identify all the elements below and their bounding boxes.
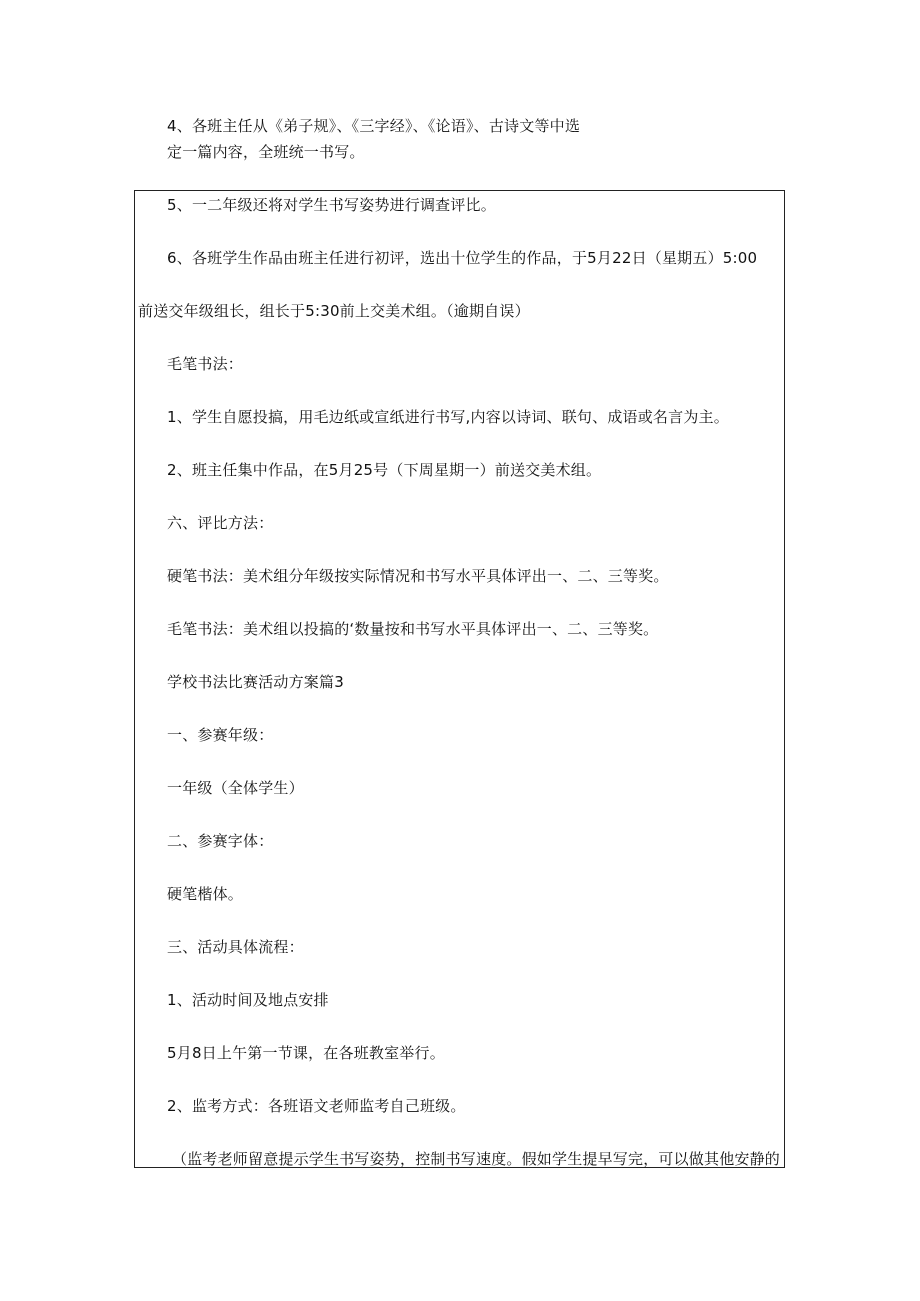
paragraph-line: 6、各班学生作品由班主任进行初评，选出十位学生的作品，于5月22日（星期五）5:00 bbox=[167, 249, 758, 267]
paragraph-line: 硬笔书法：美术组分年级按实际情况和书写水平具体评出一、二、三等奖。 bbox=[167, 567, 669, 585]
section-heading: 毛笔书法： bbox=[167, 355, 244, 373]
section-heading: 三、活动具体流程： bbox=[167, 938, 304, 956]
paragraph-line: 毛笔书法：美术组以投搞的‘数量按和书写水平具体评出一、二、三等奖。 bbox=[167, 620, 659, 638]
paragraph-line: 5月8日上午第一节课，在各班教室举行。 bbox=[167, 1044, 445, 1062]
paragraph-line: 前送交年级组长，组长于5:30前上交美术组。（逾期自误） bbox=[138, 302, 530, 320]
paragraph-line: 5、一二年级还将对学生书写姿势进行调查评比。 bbox=[167, 196, 496, 214]
paragraph-line: 硬笔楷体。 bbox=[167, 885, 244, 903]
intro-line-1: 4、各班主任从《弟子规》、《三字经》、《论语》、古诗文等中选 bbox=[167, 117, 581, 135]
article-title: 学校书法比赛活动方案篇3 bbox=[167, 673, 344, 691]
paragraph-line: 2、班主任集中作品，在5月25号（下周星期一）前送交美术组。 bbox=[167, 461, 602, 479]
paragraph-line: （监考老师留意提示学生书写姿势，控制书写速度。假如学生提早写完，可以做其他安静的 bbox=[172, 1150, 781, 1168]
paragraph-line: 1、学生自愿投搞，用毛边纸或宣纸进行书写,内容以诗词、联句、成语或名言为主。 bbox=[167, 408, 729, 426]
section-heading: 六、评比方法： bbox=[167, 514, 274, 532]
section-heading: 二、参赛字体： bbox=[167, 832, 274, 850]
section-heading: 一、参赛年级： bbox=[167, 726, 274, 744]
paragraph-line: 一年级（全体学生） bbox=[167, 779, 304, 797]
paragraph-line: 1、活动时间及地点安排 bbox=[167, 991, 329, 1009]
paragraph-line: 2、监考方式：各班语文老师监考自己班级。 bbox=[167, 1097, 466, 1115]
intro-line-2: 定一篇内容，全班统一书写。 bbox=[167, 143, 365, 161]
